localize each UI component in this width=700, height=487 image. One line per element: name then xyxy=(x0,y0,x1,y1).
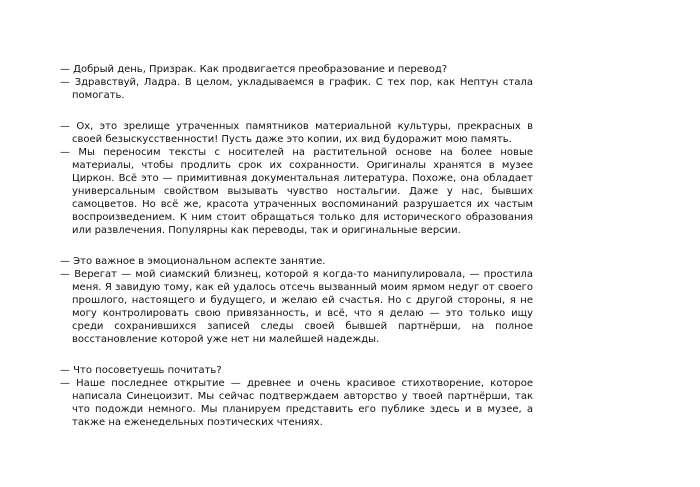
dialogue-exchange-2 xyxy=(60,120,533,237)
dialogue-line: — Мы переносим тексты с носителей на растительной основе на более новые материалы, чтобы продлить срок их сохранности. Оригиналы хранятся в музее Циркон. Всё это — примитивная документальная литература. Похоже, она обладает универсальным свойством вызывать чувство ностальгии. Даже у нас, бывших самоцветов. Но всё же, красота утраченных воспоминаний разрушается их частым воспроизведением. К ним стоит обращаться только для исторического образования или развлечения. Популярны как переводы, так и оригинальные версии. xyxy=(60,147,533,236)
dialogue-exchange-1 xyxy=(60,63,533,102)
dialogue-line: — Что посоветуешь почитать? xyxy=(60,365,222,376)
dialogue-line: — Добрый день, Призрак. Как продвигается преобразование и перевод? xyxy=(60,64,448,75)
dialogue-line: — Здравствуй, Ладра. В целом, укладываемся в график. С тех пор, как Нептун стала помогать. xyxy=(60,77,533,101)
dialogue-line: — Это важное в эмоциональном аспекте занятие. xyxy=(60,256,326,267)
dialogue-exchange-3 xyxy=(60,255,533,346)
dialogue-document xyxy=(60,63,533,447)
dialogue-line: — Верегат — мой сиамский близнец, которой я когда-то манипулировала, — простила меня. Я завидую тому, как ей удалось отсечь вызванный моим ярмом недуг от своего прошлого, настоящего и будущего, и желаю ей счастья. Но с другой стороны, я не могу контролировать свою привязанность, и всё, что я делаю — это только ищу среди сохранившихся записей следы своей бывшей партнёрши, на полное восстановление которой уже нет ни малейшей надежды. xyxy=(60,269,533,345)
dialogue-line: — Наше последнее открытие — древнее и очень красивое стихотворение, которое написала Синецоизит. Мы сейчас подтверждаем авторство у твоей партнёрши, так что подожди немного. Мы планируем представить его публике здесь и в музее, а также на еженедельных поэтических чтениях. xyxy=(60,378,533,428)
dialogue-line: — Ох, это зрелище утраченных памятников материальной культуры, прекрасных в своей безыскусственности! Пусть даже это копии, их вид будоражит мою память. xyxy=(60,121,533,145)
dialogue-exchange-4 xyxy=(60,364,533,429)
